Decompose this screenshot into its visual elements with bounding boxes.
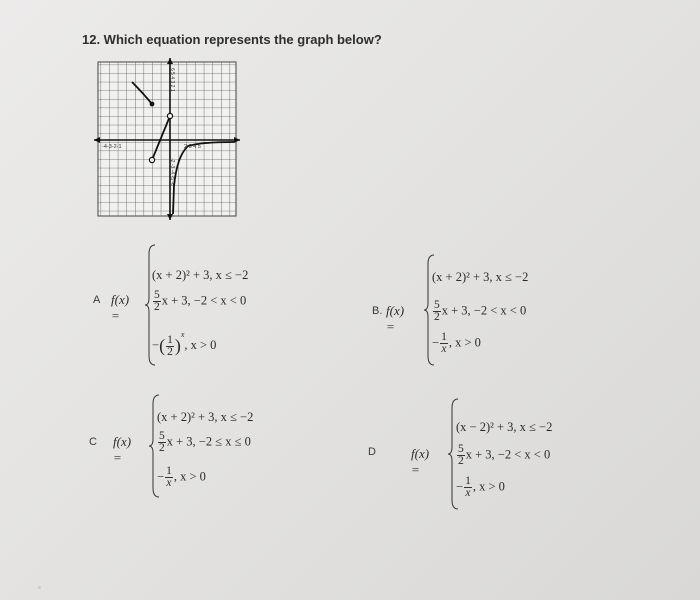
- piece-3-lead: −: [432, 335, 440, 350]
- fraction-denominator: x: [465, 487, 471, 499]
- parabola-endpoint: [150, 102, 155, 107]
- fraction: [165, 466, 173, 489]
- fraction-denominator: x: [441, 343, 447, 355]
- fraction-denominator: 2: [159, 442, 165, 454]
- piece-3-lead: −: [152, 338, 160, 352]
- piece-1-text: (x − 2)² + 3, x ≤ −2: [456, 420, 553, 434]
- coordinate-graph: [92, 56, 242, 222]
- fraction-denominator: x: [166, 477, 172, 489]
- option-letter: B.: [372, 305, 383, 317]
- y-axis-arrow-down: [167, 214, 173, 220]
- function-label: f(x) =: [113, 434, 132, 465]
- option-letter: A: [93, 294, 101, 306]
- fraction-numerator: 1: [441, 331, 447, 343]
- piece-1: [432, 270, 528, 285]
- fraction-denominator: 2: [167, 345, 173, 358]
- piece-2-text: x + 3, −2 < x < 0: [465, 447, 551, 462]
- piece-2: [152, 290, 246, 313]
- fraction-numerator: 1: [465, 475, 471, 487]
- fraction: [158, 431, 166, 454]
- piece-2: [157, 431, 251, 454]
- fraction-numerator: 5: [159, 430, 165, 442]
- fraction: [166, 335, 174, 358]
- y-tick-labels-top: 6 5 4 3 2 1: [169, 68, 175, 92]
- piece-3: [456, 476, 505, 499]
- fraction-numerator: 5: [458, 443, 464, 455]
- fraction-denominator: 2: [434, 311, 440, 323]
- linear-open-endpoint-right: [167, 113, 172, 118]
- x-axis-arrow-left: [94, 137, 100, 143]
- piece-1-text: (x + 2)² + 3, x ≤ −2: [432, 270, 529, 284]
- piece-3-text: , x > 0: [448, 335, 481, 350]
- piece-3-lead: −: [157, 469, 165, 484]
- function-label: f(x) =: [386, 303, 405, 334]
- piece-3: −( $\frac{1}{2}$ )$^x$, x > 0: [152, 330, 217, 358]
- option-letter: C: [89, 436, 97, 448]
- graph-grid: [98, 62, 236, 216]
- fraction: [457, 444, 465, 467]
- y-axis-arrow: [167, 58, 173, 64]
- fraction-denominator: 2: [154, 301, 160, 313]
- y-tick-labels-bottom: -2 -3 -4 -5 -6: [169, 158, 175, 186]
- fraction-numerator: 5: [434, 299, 440, 311]
- linear-open-endpoint-left: [149, 157, 154, 162]
- question-text: 12. Which equation represents the graph below?: [82, 32, 382, 47]
- piece-3-lead: −: [456, 479, 464, 494]
- exponent: x: [180, 330, 185, 339]
- function-label: f(x) =: [411, 446, 430, 477]
- fraction-numerator: 1: [166, 465, 172, 477]
- piece-2: [456, 444, 550, 467]
- fraction: [433, 300, 441, 323]
- fraction-numerator: 5: [154, 289, 160, 301]
- fraction: [153, 290, 161, 313]
- speck: [38, 586, 41, 589]
- piece-2: [432, 300, 526, 323]
- option-letter: D: [368, 446, 376, 458]
- piece-2-text: x + 3, −2 ≤ x ≤ 0: [166, 434, 251, 449]
- piece-3-text: , x > 0: [184, 338, 217, 352]
- fraction: [440, 332, 448, 355]
- x-axis-arrow: [234, 137, 240, 143]
- piece-3-text: , x > 0: [472, 479, 505, 494]
- x-tick-labels-right: 2 3 4 5: [184, 144, 201, 150]
- piece-1: [157, 410, 253, 425]
- piece-1: [456, 420, 552, 435]
- piece-3: [432, 332, 481, 355]
- piece-3: [157, 466, 206, 489]
- fraction: [464, 476, 472, 499]
- fraction-denominator: 2: [458, 455, 464, 467]
- piece-3-text: , x > 0: [173, 469, 206, 484]
- piece-1-text: (x + 2)² + 3, x ≤ −2: [152, 268, 249, 282]
- piece-2-text: x + 3, −2 < x < 0: [161, 293, 247, 308]
- piece-1-text: (x + 2)² + 3, x ≤ −2: [157, 410, 254, 424]
- fraction-numerator: 1: [167, 333, 173, 346]
- piece-1: [152, 268, 248, 283]
- function-label: f(x) =: [111, 292, 130, 323]
- piece-2-text: x + 3, −2 < x < 0: [441, 303, 527, 318]
- x-tick-labels-left: -4-3-2-1: [102, 144, 122, 150]
